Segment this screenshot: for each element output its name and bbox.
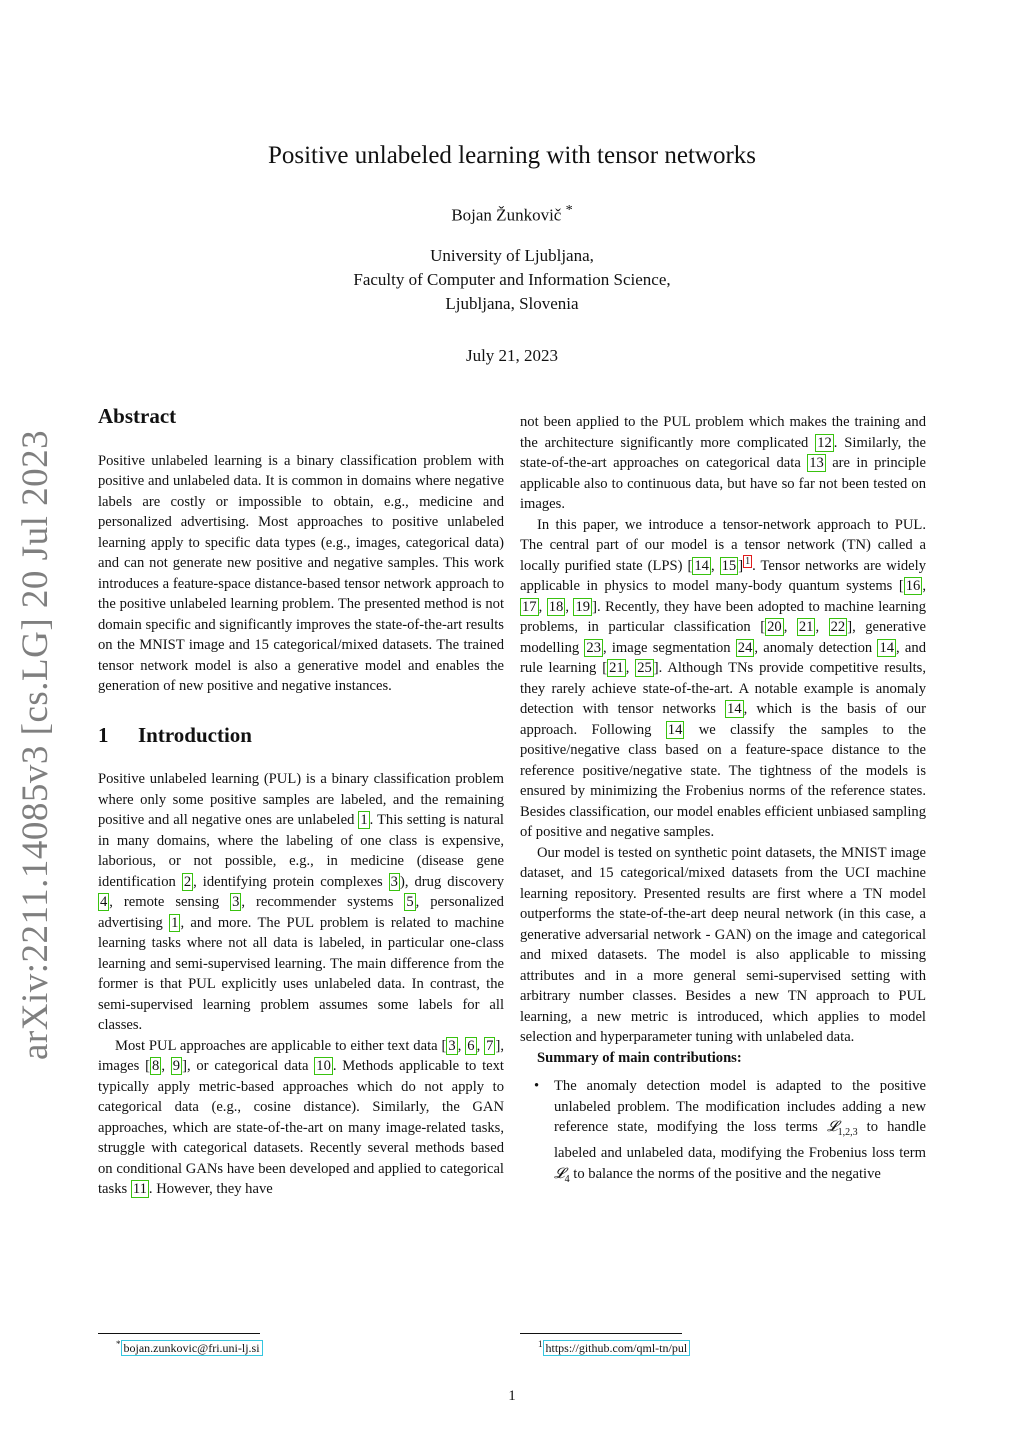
affiliation-line-1: University of Ljubljana, xyxy=(430,246,594,265)
citation-link[interactable]: 19 xyxy=(575,598,591,615)
paper-date: July 21, 2023 xyxy=(465,346,559,365)
citation-link[interactable]: 14 xyxy=(694,557,709,574)
affiliation-line-3: Ljubljana, Slovenia xyxy=(445,294,579,313)
introduction-heading xyxy=(98,722,504,747)
abstract-heading: Abstract xyxy=(98,404,177,428)
footnote-rule-right xyxy=(520,1333,682,1334)
citation-link[interactable]: 13 xyxy=(809,455,824,471)
footnote-left xyxy=(116,1339,263,1356)
abstract-text: Positive unlabeled learning is a binary classification problem with positive and unlabeled data. It is common in domains where negative labels are costly or impossible to obtain, e.g., medicine and personalized advertising. Most approaches to positive unlabeled learning apply to specific data types (e.g., images, categorical data) and can not generate new positive and negative samples. This work introduces a feature-space distance-based tensor network approach to the positive unlabeled learning problem. The presented method is not domain specific and significantly improves the state-of-the-art results on the MNIST image and 15 categorical/mixed datasets. The trained tensor network model is also a generative model and enables the generation of new positive and negative instances. xyxy=(98,452,504,694)
author-footnote-mark: * xyxy=(565,202,573,218)
footnote-right xyxy=(538,1339,690,1356)
footnote-mark: 1 xyxy=(538,1339,543,1349)
page-number: 1 xyxy=(508,1388,516,1404)
intro-paragraph-1: Positive unlabeled learning (PUL) is a binary classification problem where only some positive samples are labeled, and the remaining positive and all negative ones are unlabeled 1 . This setting is natural in many domains, where the labeling of one class is expensive, laborious, or not possible, e.g., in medicine (disease gene identification 2 , identifying protein complexes 3 ), drug discovery 4 , remote sensing 3 , recommender systems 5 , personalized advertising 1 , and more. The PUL problem is related to machine learning tasks where not all data is labeled, in particular one-class learning and semi-supervised learning. The main difference from the former is that PUL explicitly uses unlabeled data. In contrast, the semi-supervised learning problem assumes some labels for all classes. xyxy=(98,771,505,1033)
citation-link[interactable]: 3 xyxy=(448,1037,456,1054)
summary-heading: Summary of main contributions: xyxy=(537,1049,742,1066)
citation-link[interactable]: 18 xyxy=(548,598,564,615)
citation-link[interactable]: 7 xyxy=(486,1037,494,1054)
section-number: 1 xyxy=(98,722,109,747)
citation-link[interactable]: 17 xyxy=(522,598,537,615)
left-column xyxy=(98,400,504,1200)
citation-link[interactable]: 16 xyxy=(905,578,921,594)
citation-link[interactable]: 1 xyxy=(171,914,179,931)
affiliation xyxy=(0,244,1024,316)
citation-link[interactable]: 1 xyxy=(360,812,368,828)
citation-link[interactable]: 21 xyxy=(609,660,624,676)
citation-link[interactable]: 5 xyxy=(406,894,414,910)
citation-link[interactable]: 4 xyxy=(100,894,108,910)
citation-link[interactable]: 22 xyxy=(830,619,846,635)
citation-link[interactable]: 14 xyxy=(879,639,895,656)
right-column xyxy=(520,412,926,1190)
section-title: Introduction xyxy=(138,722,252,747)
footnote-mark: * xyxy=(116,1339,121,1349)
author-name: Bojan Žunkovič xyxy=(451,205,562,225)
citation-link[interactable]: 2 xyxy=(183,873,192,890)
citation-link[interactable]: 20 xyxy=(767,619,782,635)
citation-link[interactable]: 21 xyxy=(798,619,814,635)
citation-link[interactable]: 6 xyxy=(467,1037,475,1054)
citation-link[interactable]: 24 xyxy=(737,639,753,656)
citation-link[interactable]: 15 xyxy=(721,557,737,574)
github-link[interactable]: https://github.com/qml-tn/pul xyxy=(543,1340,691,1356)
author-line xyxy=(0,202,1024,226)
citation-link[interactable]: 14 xyxy=(667,721,683,738)
intro-paragraph-5: Our model is tested on synthetic point datasets, the MNIST image dataset, and 15 categorical/mixed datasets from the UCI machine learning repository. Presented results are first where a TN model outperforms the state-of-the-art deep neural network (in this case, a generative adversarial network - GAN) on the image and categorical and mixed datasets. The model is also applicable to missing attributes and in a more general semi-supervised setting with arbitrary number classes. Besides a new TN approach to PUL learning, a new metric is introduced, which applies to model selection and hyperparameter tuning with unlabeled data. xyxy=(520,844,926,1045)
citation-link[interactable]: 25 xyxy=(637,660,652,676)
email-link[interactable]: bojan.zunkovic@fri.uni-lj.si xyxy=(121,1340,263,1356)
citation-link[interactable]: 10 xyxy=(316,1058,331,1074)
list-item: • The anomaly detection model is adapted to the positive unlabeled problem. The modification includes adding a new reference state, modifying the loss terms 𝓛$_{1,2,3}$ to handle labeled and unlabeled data, modifying the Frobenius loss term 𝓛$_4$ to balance the norms of the positive and the negative xyxy=(520,1076,926,1190)
footnote-rule-left xyxy=(98,1333,260,1334)
arxiv-identifier-stamp: arXiv:2211.14085v3 [cs.LG] 20 Jul 2023 xyxy=(15,429,56,1060)
intro-paragraph-2: Most PUL approaches are applicable to either text data [ 3 , 6 , 7 ], images [ 8 , 9 ], or categorical data 10 . Methods applicable to text typically apply metric-based approaches which do not apply to categorical data (e.g., cosine distance). Similarly, the GAN approaches, which are state-of-the-art on many image-related tasks, struggle with categorical datasets. Recently several methods based on conditional GANs have been developed and applied to categorical tasks 11 . However, they have xyxy=(98,1037,504,1197)
intro-paragraph-3: not been applied to the PUL problem which makes the training and the architecture significantly more complicated 12 . Similarly, the state-of-the-art approaches on categorical data 13 are in principle applicable also to continuous data, but have so far not been tested on images. xyxy=(520,414,927,512)
citation-link[interactable]: 8 xyxy=(152,1058,160,1074)
paper-title: Positive unlabeled learning with tensor networks xyxy=(267,142,757,169)
intro-paragraph-4: In this paper, we introduce a tensor-network approach to PUL. The central part of our model is a tensor network (TN) called a locally purified state (LPS) [ 14 , 15 ] $^1$ . Tensor networks are widely applicable in physics to model many-body quantum systems [ 16 , 17 , 18 , 19 ]. Recently, they have been adopted to machine learning problems, in particular classification [ 20 , 21 , 22 ], generative modelling 23 , image segmentation 24 , anomaly detection 14 , and rule learning [ 21 , 25 ]. Although TNs provide competitive results, they rarely achieve state-of-the-art. A notable example is anomaly detection with tensor networks 14 , which is the basis of our approach. Following 14 we classify the samples to the positive/negative class based on a feature-space distance to the reference positive/negative state. The tightness of the models is ensured by minimizing the Frobenius norms of the reference states. Besides classification, our model enables efficient unbiased sampling of positive and negative samples. xyxy=(520,516,927,840)
citation-link[interactable]: 3 xyxy=(232,894,240,910)
citation-link[interactable]: 9 xyxy=(172,1058,181,1074)
citation-link[interactable]: 11 xyxy=(132,1181,147,1197)
affiliation-line-2: Faculty of Computer and Information Science, xyxy=(353,270,671,289)
contributions-list xyxy=(520,1076,926,1190)
citation-link[interactable]: 23 xyxy=(586,639,601,656)
citation-link[interactable]: 3 xyxy=(390,873,398,890)
citation-link[interactable]: 12 xyxy=(817,434,832,451)
citation-link[interactable]: 14 xyxy=(727,701,742,717)
footnote-link[interactable]: 1 xyxy=(745,555,751,567)
